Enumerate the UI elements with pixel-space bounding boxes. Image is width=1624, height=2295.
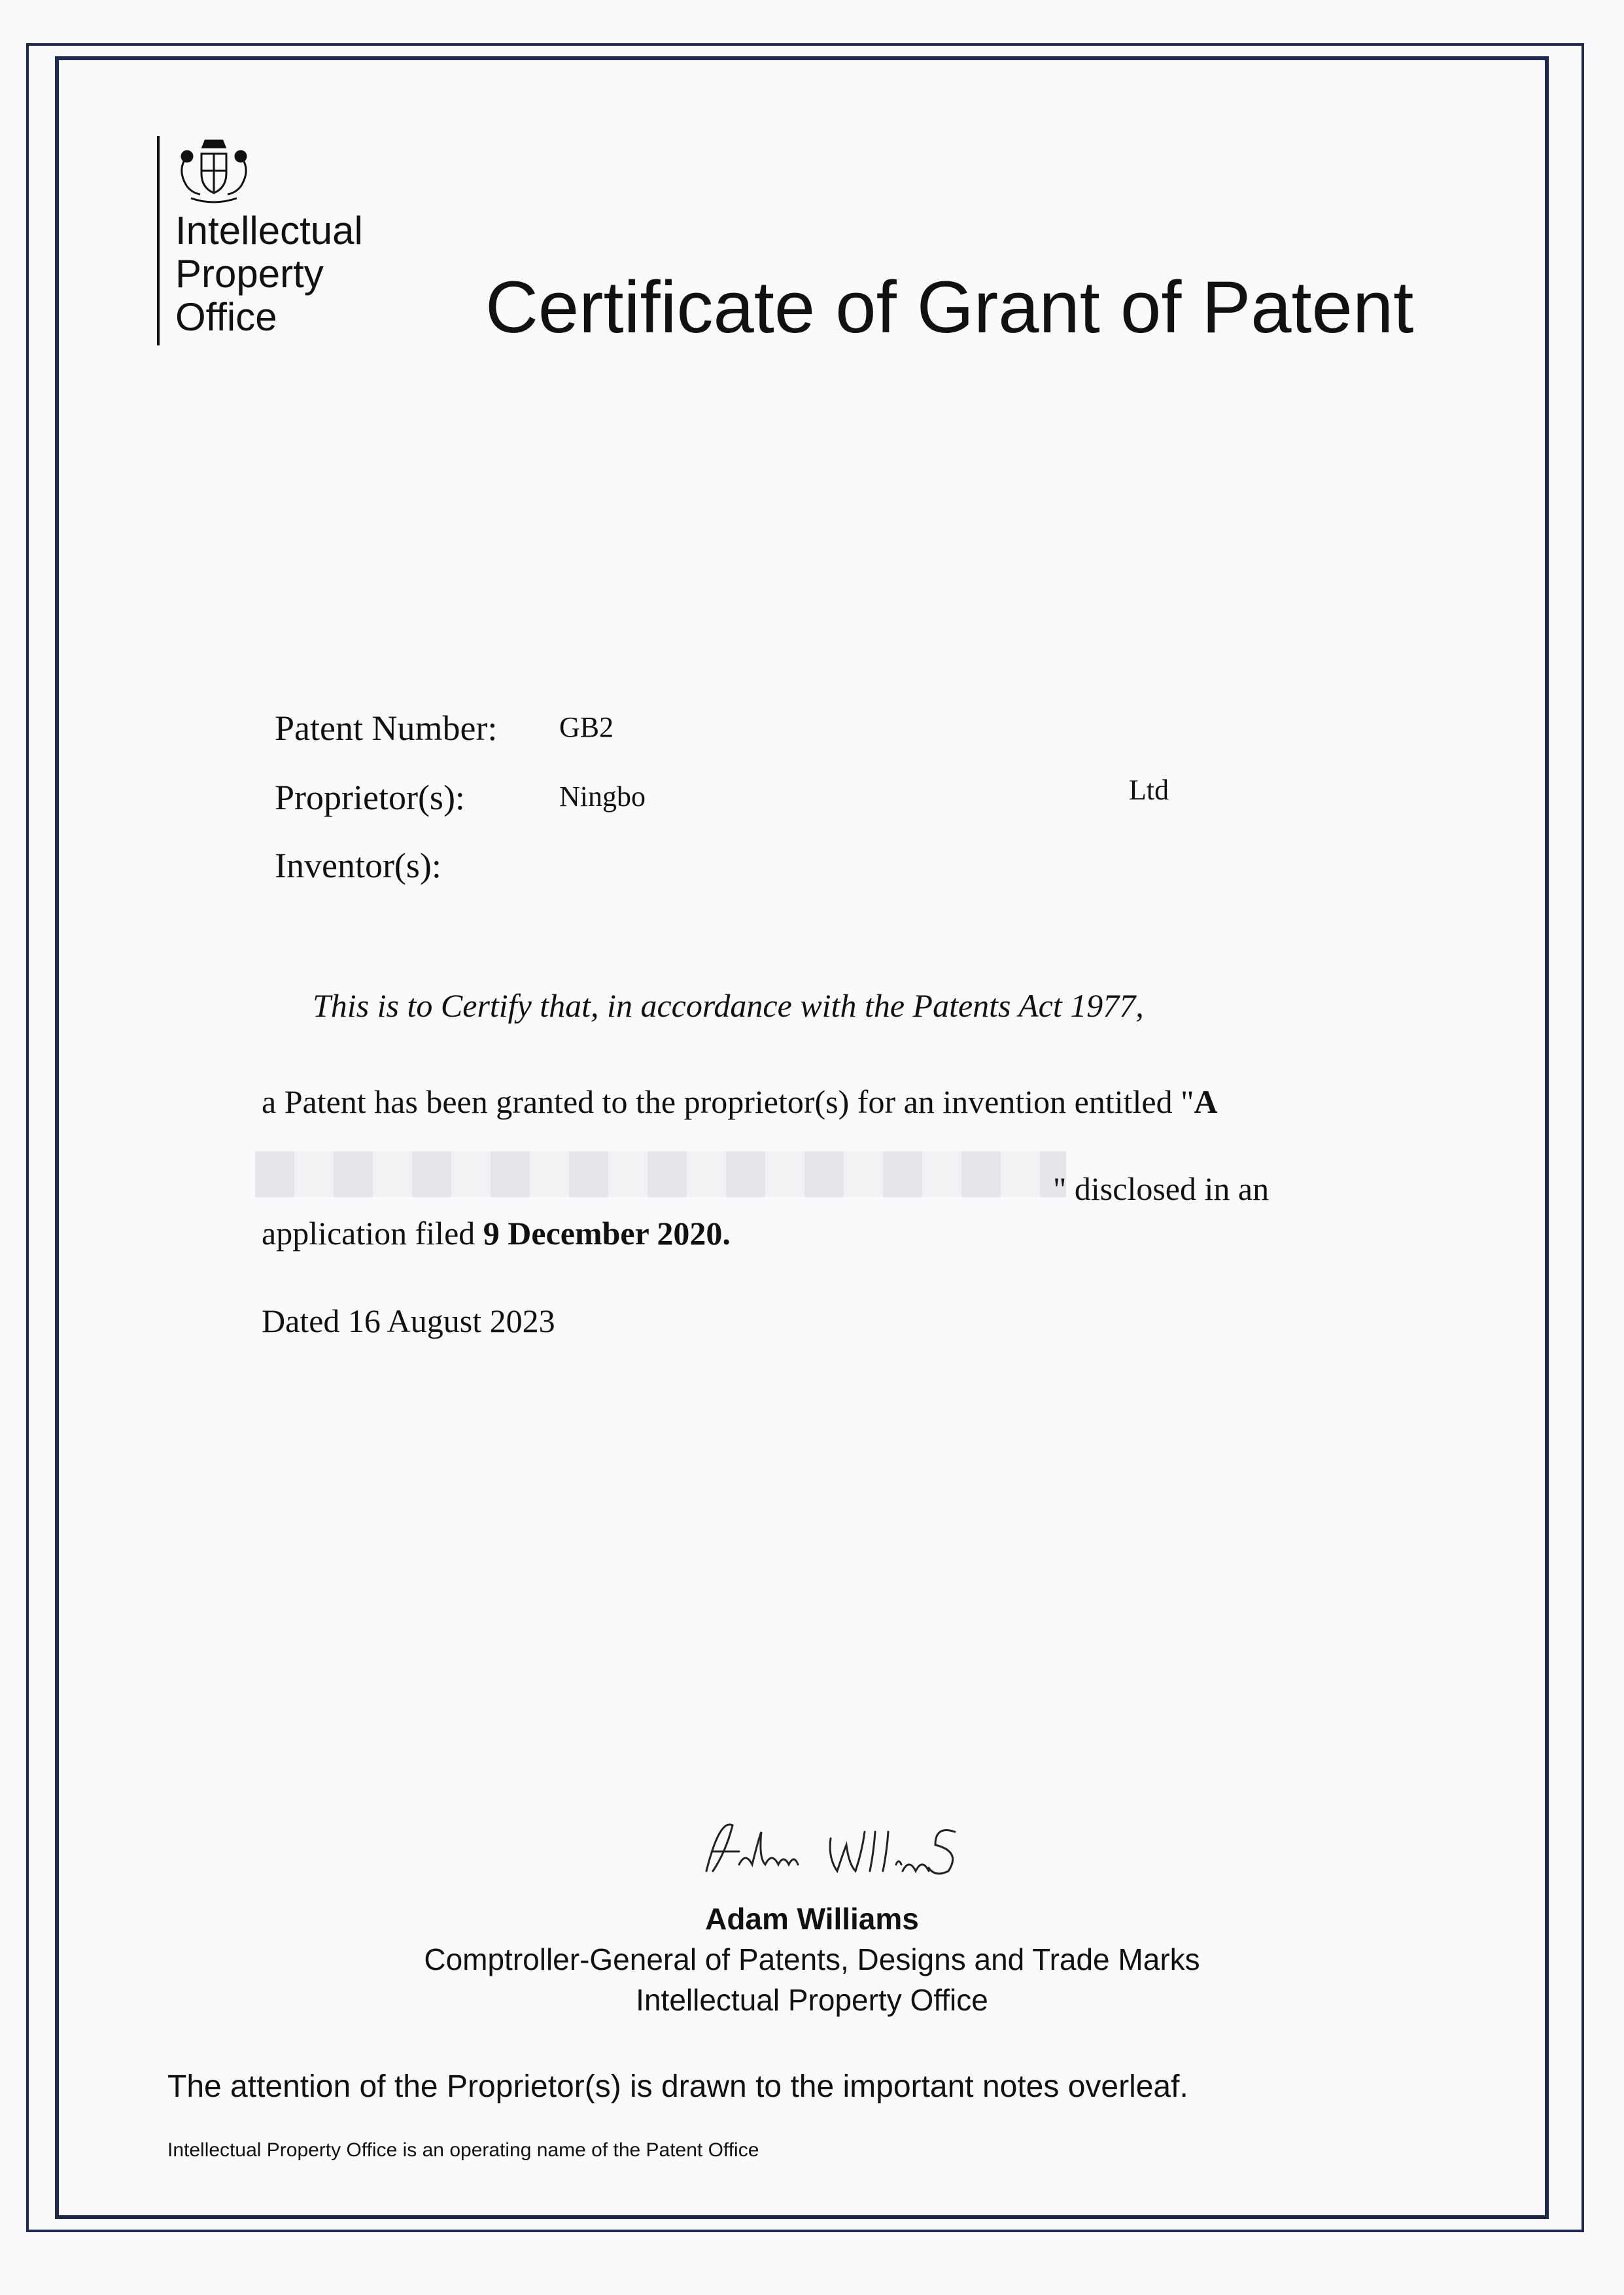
logo-divider — [157, 136, 160, 345]
filed-label: application filed — [262, 1215, 475, 1252]
footer-note: Intellectual Property Office is an operating name of the Patent Office — [167, 2139, 759, 2161]
certify-statement: This is to Certify that, in accordance with the Patents Act 1977, — [313, 987, 1144, 1024]
proprietor-value-start: Ningbo — [559, 780, 646, 813]
patent-number-label: Patent Number: — [275, 709, 498, 748]
ipo-logo-text — [175, 209, 363, 339]
certificate-title: Certificate of Grant of Patent — [485, 266, 1414, 348]
dated-line: Dated 16 August 2023 — [262, 1303, 555, 1339]
signatory-office: Intellectual Property Office — [636, 1983, 988, 2017]
logo-line-1: Intellectual — [175, 209, 363, 253]
inner-border — [55, 56, 1549, 2219]
logo-line-2: Property — [175, 252, 324, 296]
filing-date: 9 December 2020. — [483, 1215, 731, 1252]
patent-number-value: GB2 — [559, 711, 614, 743]
important-notice: The attention of the Proprietor(s) is drawn to the important notes overleaf. — [167, 2069, 1188, 2104]
inventor-label: Inventor(s): — [275, 846, 441, 885]
logo-line-3: Office — [175, 295, 277, 339]
invention-title-start: A — [1194, 1083, 1218, 1120]
signatory-role: Comptroller-General of Patents, Designs and Trade Marks — [424, 1942, 1200, 1976]
grant-line-1 — [262, 1083, 1218, 1121]
grant-line-1-text: a Patent has been granted to the proprietor(s) for an invention entitled " — [262, 1083, 1194, 1120]
handwritten-signature — [693, 1812, 981, 1884]
grant-line-3: " disclosed in an — [1053, 1170, 1270, 1207]
proprietor-label: Proprietor(s): — [275, 778, 465, 817]
redacted-invention-title — [255, 1151, 1066, 1197]
proprietor-value-end: Ltd — [1129, 774, 1169, 806]
grant-line-4 — [262, 1214, 731, 1252]
signatory-name: Adam Williams — [705, 1902, 919, 1936]
royal-coat-of-arms-icon — [171, 134, 256, 206]
